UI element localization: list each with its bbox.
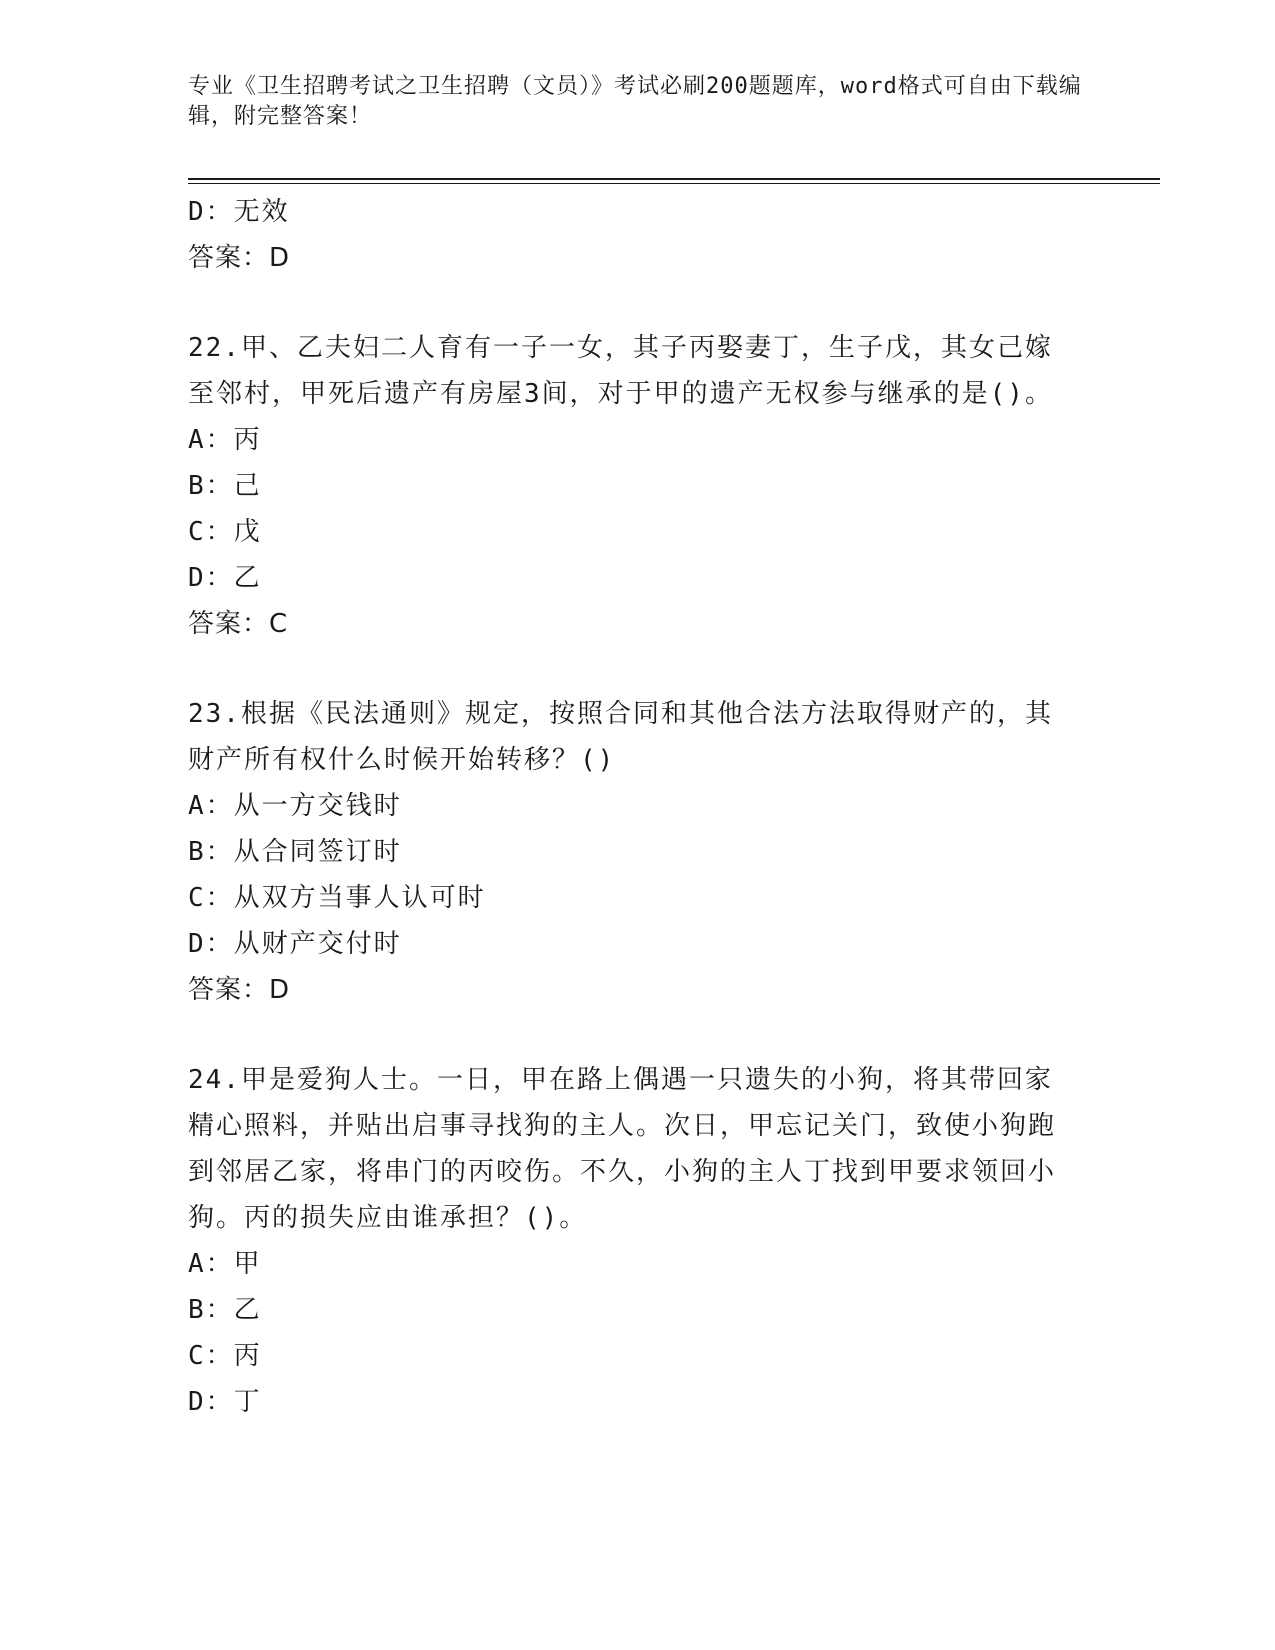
option-label: D： bbox=[188, 929, 234, 959]
option-label: B： bbox=[188, 1295, 234, 1325]
header-divider-thick bbox=[188, 178, 1160, 180]
option-a bbox=[188, 783, 1078, 829]
option-text: 从财产交付时 bbox=[233, 929, 402, 959]
question-text: 22.甲、乙夫妇二人育有一子一女，其子丙娶妻丁，生子戊，其女己嫁至邻村，甲死后遗产有房屋3间，对于甲的遗产无权参与继承的是()。 bbox=[188, 333, 1053, 409]
option-text: 丙 bbox=[233, 425, 262, 455]
header-divider-thin bbox=[188, 183, 1160, 184]
option-text: 丙 bbox=[233, 1341, 262, 1371]
option-text: 无效 bbox=[233, 197, 290, 227]
option-label: B： bbox=[188, 837, 234, 867]
option-text: 乙 bbox=[233, 1295, 262, 1325]
option-d bbox=[188, 921, 1078, 967]
option-b bbox=[188, 1287, 1078, 1333]
answer-line: 答案：C bbox=[188, 609, 289, 639]
block-spacer bbox=[188, 647, 1078, 691]
option-label: A： bbox=[188, 1249, 234, 1279]
option-text: 从合同签订时 bbox=[233, 837, 402, 867]
option-c bbox=[188, 875, 1078, 921]
option-text: 戊 bbox=[233, 517, 262, 547]
option-b bbox=[188, 829, 1078, 875]
option-d bbox=[188, 1379, 1078, 1425]
question-block-23 bbox=[188, 691, 1078, 1013]
answer-line: 答案：D bbox=[188, 975, 291, 1005]
option-text: 乙 bbox=[233, 563, 262, 593]
option-text: 丁 bbox=[233, 1387, 262, 1417]
block-spacer bbox=[188, 281, 1078, 325]
option-d bbox=[188, 555, 1078, 601]
option-label: C： bbox=[188, 517, 234, 547]
option-c bbox=[188, 509, 1078, 555]
question-text: 23.根据《民法通则》规定，按照合同和其他合法方法取得财产的，其财产所有权什么时候开始转移？() bbox=[188, 699, 1053, 775]
question-list bbox=[188, 189, 1078, 1425]
option-label: D： bbox=[188, 1387, 234, 1417]
option-label: B： bbox=[188, 471, 234, 501]
option-a bbox=[188, 1241, 1078, 1287]
block-spacer bbox=[188, 1013, 1078, 1057]
option-b bbox=[188, 463, 1078, 509]
question-text: 24.甲是爱狗人士。一日，甲在路上偶遇一只遗失的小狗，将其带回家精心照料，并贴出启事寻找狗的主人。次日，甲忘记关门，致使小狗跑到邻居乙家，将串门的丙咬伤。不久，小狗的主人丁找到甲要求领回小狗。丙的损失应由谁承担？()。 bbox=[188, 1065, 1057, 1233]
option-text: 甲 bbox=[233, 1249, 262, 1279]
option-label: A： bbox=[188, 425, 234, 455]
option-a bbox=[188, 417, 1078, 463]
option-text: 己 bbox=[233, 471, 262, 501]
question-block-22 bbox=[188, 325, 1078, 647]
option-label: C： bbox=[188, 1341, 234, 1371]
question-block-24 bbox=[188, 1057, 1078, 1425]
option-label: A： bbox=[188, 791, 234, 821]
option-label: D： bbox=[188, 197, 234, 227]
option-d bbox=[188, 189, 1078, 235]
option-text: 从一方交钱时 bbox=[233, 791, 402, 821]
answer-line: 答案：D bbox=[188, 243, 291, 273]
option-c bbox=[188, 1333, 1078, 1379]
option-label: C： bbox=[188, 883, 234, 913]
option-label: D： bbox=[188, 563, 234, 593]
option-text: 从双方当事人认可时 bbox=[233, 883, 486, 913]
document-header: 专业《卫生招聘考试之卫生招聘（文员）》考试必刷200题题库，word格式可自由下载编辑，附完整答案！ bbox=[188, 74, 1082, 129]
question-block-21-tail bbox=[188, 189, 1078, 281]
